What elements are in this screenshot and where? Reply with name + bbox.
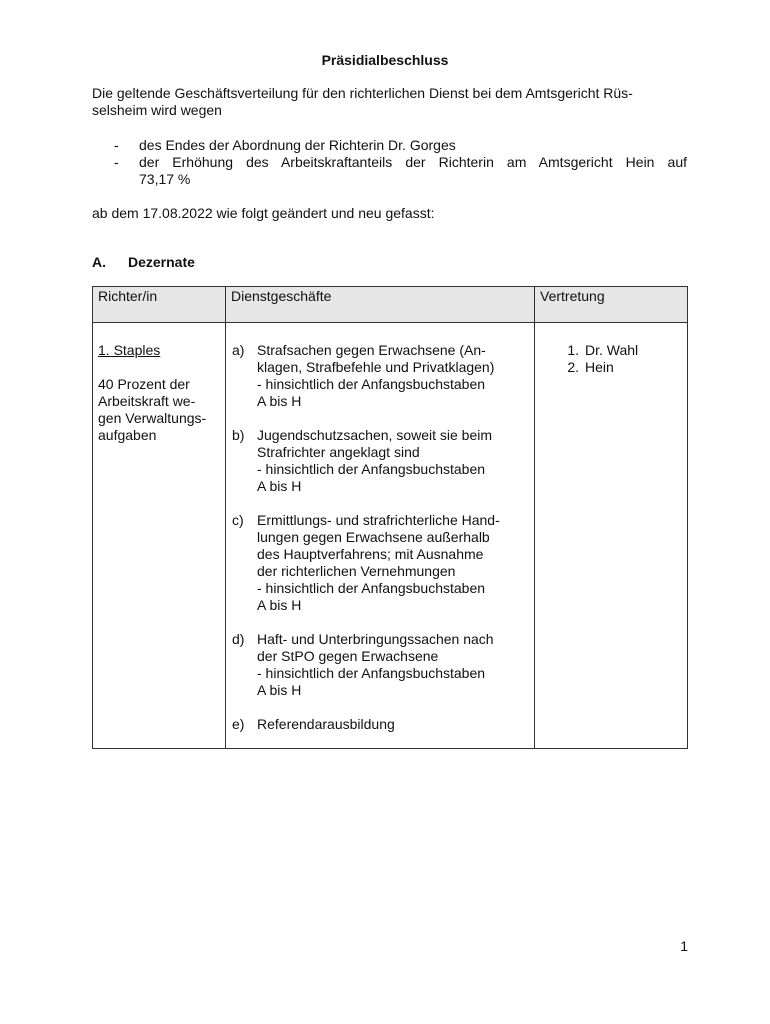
duty-letter: b) [232,427,245,443]
judge-cell [93,323,226,749]
duty-line: Jugendschutzsachen, soweit sie beim [257,427,493,443]
judge-note-line: 40 Prozent der [98,376,190,392]
reason-item [92,137,687,154]
duty-line: Strafrichter angeklagt sind [257,444,420,460]
representation-cell [535,323,688,749]
table-row [93,323,688,749]
table-header-row [93,287,688,323]
duty-line: A bis H [257,682,302,698]
intro-paragraph [92,85,687,119]
judge-name: 1. Staples [98,342,161,358]
closing-sentence: ab dem 17.08.2022 wie folgt geändert und neu gefasst: [92,205,435,221]
judge-note-line: Arbeitskraft we- [98,393,196,409]
duty-letter: c) [232,512,244,528]
duty-line: - hinsichtlich der Anfangsbuchstaben [257,580,486,596]
duty-line: - hinsichtlich der Anfangsbuchstaben [257,461,486,477]
duty-line: Ermittlungs- und strafrichterliche Hand- [257,512,500,528]
list-dash: - [114,137,119,153]
reason-list [92,137,687,188]
duty-line: - hinsichtlich der Anfangsbuchstaben [257,665,486,681]
section-number: A. [92,254,106,270]
intro-line-1: Die geltende Geschäftsverteilung für den richterlichen Dienst bei dem Amtsgericht Rüs- [92,85,633,101]
reason-text-continued: 73,17 % [139,171,191,187]
duty-item [231,342,529,410]
judge-note-line: gen Verwaltungs- [98,410,207,426]
duty-letter: d) [232,631,245,647]
header-duties: Dienstgeschäfte [226,287,535,323]
representative-name: Dr. Wahl [585,342,639,358]
reason-text: des Endes der Abordnung der Richterin Dr. Gorges [139,137,456,153]
section-title: Dezernate [128,254,195,270]
duty-letter: e) [232,716,245,732]
section-heading [92,254,195,271]
duty-line: Strafsachen gegen Erwachsene (An- [257,342,486,358]
header-representation: Vertretung [535,287,688,323]
duty-line: Referendarausbildung [257,716,395,732]
judge-note-line: aufgaben [98,427,157,443]
duty-letter: a) [232,342,245,358]
duty-line: A bis H [257,393,302,409]
duty-item [231,427,529,495]
representative-number: 2. [567,359,579,375]
page-number: 1 [680,938,688,954]
header-judge: Richter/in [93,287,226,323]
representative-item [540,342,682,359]
duty-line: klagen, Strafbefehle und Privatklagen) [257,359,495,375]
duty-line: der richterlichen Vernehmungen [257,563,456,579]
list-dash: - [114,154,119,170]
duties-cell [226,323,535,749]
duty-item [231,631,529,699]
duty-line: A bis H [257,478,302,494]
duty-line: A bis H [257,597,302,613]
duty-item [231,716,529,733]
dezernate-table [92,286,688,749]
duty-line: - hinsichtlich der Anfangsbuchstaben [257,376,486,392]
reason-item [92,154,687,188]
duty-line: der StPO gegen Erwachsene [257,648,439,664]
representative-number: 1. [567,342,579,358]
document-title: Präsidialbeschluss [321,52,449,68]
representative-item [540,359,682,376]
duty-line: Haft- und Unterbringungssachen nach [257,631,494,647]
reason-text: der Erhöhung des Arbeitskraftanteils der Richterin am Amtsgericht Hein auf [139,154,687,170]
duty-item [231,512,529,614]
representative-name: Hein [585,359,614,375]
duty-line: des Hauptverfahrens; mit Ausnahme [257,546,484,562]
intro-line-2: selsheim wird wegen [92,102,222,118]
duty-line: lungen gegen Erwachsene außerhalb [257,529,490,545]
